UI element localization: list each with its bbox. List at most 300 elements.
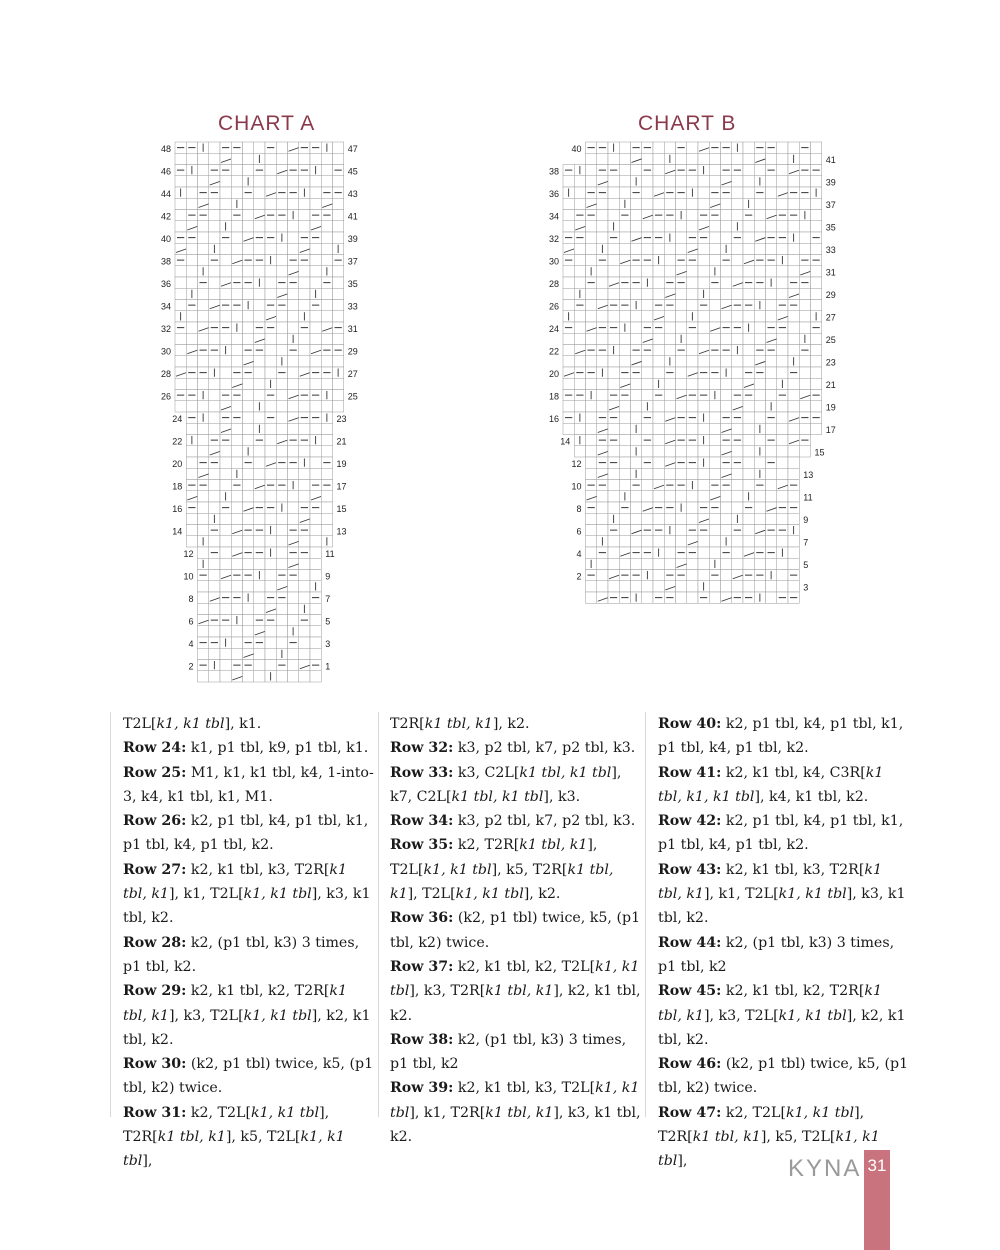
chart-cell: [732, 558, 743, 569]
chart-cell: [788, 513, 799, 524]
chart-cell: [563, 198, 574, 209]
chart-cell: [265, 277, 276, 288]
chart-cell: [265, 367, 276, 378]
chart-cell: [209, 198, 220, 209]
chart-cell: [231, 333, 242, 344]
chart-cell: [608, 333, 619, 344]
chart-cell: [220, 446, 231, 457]
chart-cell: [231, 243, 242, 254]
chart-cell: [563, 333, 574, 344]
chart-cell: [198, 626, 209, 637]
chart-cell: [777, 345, 788, 356]
chart-cell: [743, 446, 754, 457]
chart-cell: [198, 648, 209, 659]
chart-cell: [732, 367, 743, 378]
chart-cell: [664, 221, 675, 232]
chart-cell: [276, 288, 287, 299]
chart-cell: [186, 356, 197, 367]
chart-cell: [732, 288, 743, 299]
chart-cell: [608, 378, 619, 389]
chart-cell: [586, 525, 597, 536]
chart-cell: [209, 176, 220, 187]
instruction-text: k2, (p1 tbl, k3) 3 times, p1 tbl, k2: [390, 1031, 627, 1073]
chart-cell: [631, 513, 642, 524]
instruction-row: [123, 858, 375, 931]
chart-cell: [687, 300, 698, 311]
chart-cell: [664, 468, 675, 479]
chart-cell: [597, 333, 608, 344]
chart-cell: [676, 468, 687, 479]
chart-cell: [254, 210, 265, 221]
chart-cell: [220, 401, 231, 412]
chart-cell: [310, 547, 321, 558]
chart-cell: [619, 232, 630, 243]
chart-cell: [310, 401, 321, 412]
chart-cell: [766, 423, 777, 434]
chart-cell: [754, 198, 765, 209]
chart-cell: [209, 390, 220, 401]
chart-cell: [243, 480, 254, 491]
chart-cell: [709, 491, 720, 502]
chart-cell: [333, 142, 344, 153]
chart-cell: [788, 221, 799, 232]
row-number-left: 26: [548, 301, 559, 312]
chart-cell: [586, 356, 597, 367]
chart-cell: [721, 176, 732, 187]
chart-cell: [321, 513, 332, 524]
chart-cell: [209, 446, 220, 457]
chart-cell: [732, 153, 743, 164]
chart-cell: [597, 468, 608, 479]
chart-cell: [687, 198, 698, 209]
chart-cell: [186, 266, 197, 277]
instruction-row: [390, 809, 642, 833]
chart-cell: [265, 165, 276, 176]
chart-cell: [799, 401, 810, 412]
chart-cell: [563, 378, 574, 389]
chart-cell: [788, 176, 799, 187]
chart-cell: [766, 491, 777, 502]
chart-cell: [743, 243, 754, 254]
chart-cell: [631, 378, 642, 389]
chart-cell: [310, 446, 321, 457]
chart-cell: [766, 221, 777, 232]
chart-cell: [676, 356, 687, 367]
row-number-left: 30: [160, 346, 171, 357]
chart-cell: [597, 558, 608, 569]
chart-cell: [254, 243, 265, 254]
instruction-text: ], k2.: [492, 716, 530, 732]
chart-cell: [777, 468, 788, 479]
chart-cell: [243, 390, 254, 401]
chart-cell: [231, 311, 242, 322]
chart-cell: [265, 266, 276, 277]
chart-cell: [198, 581, 209, 592]
instruction-text: k2, k1 tbl, k3, T2L[: [453, 1080, 596, 1097]
chart-cell: [788, 345, 799, 356]
chart-cell: [586, 153, 597, 164]
chart-cell: [619, 480, 630, 491]
instruction-text: ],: [677, 1153, 688, 1170]
chart-cell: [563, 300, 574, 311]
chart-cell: [186, 525, 197, 536]
instruction-text: k1 tbl, k1: [123, 861, 347, 903]
chart-cell: [198, 165, 209, 176]
row-number-right: 39: [347, 233, 358, 244]
chart-cell: [664, 491, 675, 502]
chart-cell: [721, 502, 732, 513]
instruction-row: [123, 712, 375, 736]
chart-cell: [299, 367, 310, 378]
row-number-left: 32: [160, 323, 171, 334]
chart-cell: [811, 176, 822, 187]
chart-cell: [198, 513, 209, 524]
chart-cell: [186, 322, 197, 333]
chart-cell: [310, 536, 321, 547]
chart-cell: [288, 142, 299, 153]
chart-cell: [288, 468, 299, 479]
chart-cell: [766, 187, 777, 198]
chart-cell: [209, 300, 220, 311]
chart-cell: [186, 277, 197, 288]
chart-cell: [743, 165, 754, 176]
chart-cell: [777, 356, 788, 367]
chart-cell: [653, 446, 664, 457]
instruction-text: k1 tbl, k1 tbl: [451, 788, 544, 805]
chart-cell: [709, 153, 720, 164]
chart-cell: [642, 210, 653, 221]
chart-cell: [811, 367, 822, 378]
chart-cell: [186, 491, 197, 502]
chart-cell: [574, 401, 585, 412]
row-label: Row 27:: [123, 861, 187, 878]
row-number-right: 13: [336, 526, 347, 537]
chart-cell: [709, 536, 720, 547]
chart-cell: [276, 221, 287, 232]
row-number-left: 12: [183, 548, 194, 559]
instruction-text: ], k5, T2L[: [760, 1129, 836, 1146]
chart-cell: [653, 165, 664, 176]
chart-cell: [175, 266, 186, 277]
row-number-left: 16: [172, 503, 183, 514]
chart-cell: [709, 468, 720, 479]
chart-cell: [288, 378, 299, 389]
chart-cell: [586, 221, 597, 232]
chart-cell: [265, 153, 276, 164]
chart-cell: [788, 288, 799, 299]
chart-cell: [687, 266, 698, 277]
chart-cell: [220, 288, 231, 299]
chart-cell: [254, 412, 265, 423]
instruction-row: [390, 906, 642, 955]
row-number-right: 27: [825, 312, 836, 323]
chart-cell: [299, 210, 310, 221]
chart-cell: [597, 502, 608, 513]
instruction-text: k2, (p1 tbl, k3) 3 times, p1 tbl, k2.: [123, 934, 360, 975]
chart-cell: [265, 660, 276, 671]
instruction-row: [658, 712, 910, 761]
instruction-text: ], k3, T2L[: [703, 1007, 779, 1024]
chart-cell: [619, 176, 630, 187]
chart-cell: [631, 333, 642, 344]
chart-cell: [209, 558, 220, 569]
chart-cell: [321, 468, 332, 479]
chart-cell: [754, 232, 765, 243]
chart-cell: [709, 378, 720, 389]
chart-cell: [642, 513, 653, 524]
chart-cell: [608, 480, 619, 491]
chart-cell: [563, 210, 574, 221]
chart-cell: [811, 401, 822, 412]
chart-cell: [642, 367, 653, 378]
row-number-left: 22: [548, 346, 559, 357]
chart-cell: [743, 311, 754, 322]
chart-cell: [653, 356, 664, 367]
chart-cell: [209, 570, 220, 581]
chart-cell: [310, 322, 321, 333]
chart-cell: [788, 322, 799, 333]
row-number-left: 38: [548, 166, 559, 177]
chart-cell: [766, 300, 777, 311]
chart-cell: [619, 221, 630, 232]
chart-cell: [597, 176, 608, 187]
chart-cell: [310, 671, 321, 682]
chart-cell: [209, 423, 220, 434]
chart-cell: [243, 615, 254, 626]
chart-cell: [586, 468, 597, 479]
chart-cell: [799, 390, 810, 401]
chart-cell: [299, 277, 310, 288]
instruction-text: ], k3, T2R[: [409, 983, 486, 1000]
chart-cell: [777, 311, 788, 322]
chart-cell: [254, 468, 265, 479]
chart-cell: [653, 423, 664, 434]
chart-cell: [653, 570, 664, 581]
chart-cell: [310, 187, 321, 198]
chart-cell: [788, 142, 799, 153]
instruction-text: ], T2L[: [407, 886, 456, 903]
row-number-left: 24: [172, 413, 183, 424]
chart-cell: [220, 356, 231, 367]
chart-cell: [231, 232, 242, 243]
chart-cell: [276, 446, 287, 457]
chart-cell: [766, 558, 777, 569]
chart-cell: [243, 491, 254, 502]
chart-cell: [721, 198, 732, 209]
chart-cell: [732, 243, 743, 254]
instruction-text: ], k7, C2L[: [390, 764, 622, 805]
chart-cell: [687, 176, 698, 187]
chart-cell: [653, 288, 664, 299]
chart-cell: [687, 333, 698, 344]
row-number-right: 17: [336, 481, 347, 492]
row-number-right: 19: [336, 458, 347, 469]
chart-cell: [321, 502, 332, 513]
chart-cell: [231, 165, 242, 176]
chart-cell: [799, 288, 810, 299]
chart-cell: [254, 288, 265, 299]
chart-cell: [709, 288, 720, 299]
chart-cell: [586, 333, 597, 344]
chart-cell: [276, 142, 287, 153]
chart-cell: [586, 165, 597, 176]
chart-cell: [676, 311, 687, 322]
chart-cell: [220, 603, 231, 614]
chart-cell: [276, 536, 287, 547]
chart-cell: [209, 412, 220, 423]
chart-cell: [265, 311, 276, 322]
chart-cell: [664, 536, 675, 547]
chart-cell: [664, 390, 675, 401]
chart-cell: [732, 378, 743, 389]
chart-cell: [220, 457, 231, 468]
chart-cell: [799, 378, 810, 389]
chart-cell: [254, 187, 265, 198]
chart-cell: [209, 480, 220, 491]
chart-cell: [586, 243, 597, 254]
chart-cell: [254, 390, 265, 401]
chart-cell: [299, 626, 310, 637]
chart-cell: [231, 435, 242, 446]
row-number-left: 30: [548, 256, 559, 267]
row-number-right: 25: [825, 335, 836, 345]
chart-cell: [254, 446, 265, 457]
chart-cell: [664, 311, 675, 322]
instruction-text: k1, k1 tbl: [390, 958, 640, 1000]
chart-cell: [288, 153, 299, 164]
chart-cell: [754, 390, 765, 401]
chart-cell: [175, 243, 186, 254]
instruction-text: k2, (p1 tbl, k3) 3 times, p1 tbl, k2: [658, 934, 895, 975]
chart-cell: [732, 333, 743, 344]
chart-cell: [276, 198, 287, 209]
instruction-text: k1 tbl, k1: [485, 1104, 554, 1121]
chart-cell: [698, 221, 709, 232]
chart-cell: [698, 277, 709, 288]
instruction-text: k1 tbl, k1, k1 tbl: [658, 764, 884, 805]
row-number-right: 39: [825, 177, 836, 188]
row-label: Row 29:: [123, 983, 187, 1000]
row-number-right: 25: [347, 391, 358, 402]
instruction-text: k2, k1 tbl, k3, T2R[: [186, 861, 330, 878]
chart-cell: [321, 446, 332, 457]
chart-cell: [220, 525, 231, 536]
chart-cell: [333, 390, 344, 401]
chart-cell: [743, 558, 754, 569]
chart-cell: [766, 153, 777, 164]
chart-cell: [597, 390, 608, 401]
instruction-text: k3, p2 tbl, k7, p2 tbl, k3.: [453, 813, 636, 830]
chart-cell: [732, 210, 743, 221]
chart-cell: [586, 435, 597, 446]
chart-cell: [198, 603, 209, 614]
chart-cell: [653, 367, 664, 378]
chart-cell: [209, 626, 220, 637]
chart-cell: [698, 266, 709, 277]
instruction-text: k1 tbl, k1: [424, 716, 493, 732]
chart-cell: [743, 457, 754, 468]
chart-cell: [811, 221, 822, 232]
chart-cell: [653, 345, 664, 356]
chart-cell: [732, 401, 743, 412]
chart-cell: [676, 401, 687, 412]
instruction-text: k1, k1 tbl: [778, 886, 847, 903]
chart-cell: [243, 288, 254, 299]
row-number-left: 22: [172, 436, 183, 447]
chart-cell: [631, 198, 642, 209]
chart-cell: [777, 187, 788, 198]
chart-cell: [586, 547, 597, 558]
chart-cell: [597, 288, 608, 299]
chart-cell: [333, 300, 344, 311]
chart-cell: [231, 176, 242, 187]
chart-cell: [243, 165, 254, 176]
instruction-text: ], k3, k1 tbl, k2.: [390, 1104, 641, 1146]
chart-cell: [254, 333, 265, 344]
chart-cell: [766, 243, 777, 254]
chart-cell: [265, 446, 276, 457]
chart-cell: [743, 288, 754, 299]
chart-cell: [243, 626, 254, 637]
chart-cell: [732, 277, 743, 288]
chart-cell: [321, 176, 332, 187]
instruction-text: k1 tbl, k1: [123, 983, 347, 1024]
chart-cell: [175, 198, 186, 209]
chart-cell: [721, 570, 732, 581]
chart-cell: [220, 480, 231, 491]
chart-cell: [698, 480, 709, 491]
chart-cell: [276, 390, 287, 401]
chart-cell: [709, 333, 720, 344]
chart-cell: [619, 547, 630, 558]
chart-cell: [243, 378, 254, 389]
chart-cell: [586, 311, 597, 322]
chart-cell: [220, 558, 231, 569]
chart-cell: [231, 401, 242, 412]
chart-cell: [676, 221, 687, 232]
chart-cell: [333, 198, 344, 209]
chart-cell: [754, 221, 765, 232]
instruction-row: [390, 1028, 642, 1077]
chart-cell: [754, 525, 765, 536]
row-number-right: 3: [325, 638, 331, 649]
chart-cell: [276, 491, 287, 502]
chart-cell: [597, 221, 608, 232]
chart-cell: [709, 176, 720, 187]
chart-cell: [631, 457, 642, 468]
chart-cell: [265, 491, 276, 502]
row-label: Row 30:: [123, 1056, 187, 1073]
chart-cell: [676, 378, 687, 389]
row-number-left: 42: [160, 211, 171, 222]
chart-cell: [321, 311, 332, 322]
chart-cell: [231, 547, 242, 558]
chart-cell: [766, 378, 777, 389]
chart-cell: [811, 378, 822, 389]
chart-cell: [608, 356, 619, 367]
chart-cell: [653, 333, 664, 344]
chart-cell: [631, 232, 642, 243]
chart-cell: [299, 648, 310, 659]
chart-cell: [698, 356, 709, 367]
row-number-right: 41: [825, 155, 836, 165]
chart-cell: [608, 255, 619, 266]
chart-cell: [709, 300, 720, 311]
chart-cell: [231, 255, 242, 266]
chart-cell: [586, 592, 597, 603]
instruction-text: k2, p1 tbl, k4, p1 tbl, k1, p1 tbl, k4, p1 tbl, k2.: [658, 716, 904, 757]
chart-cell: [299, 671, 310, 682]
